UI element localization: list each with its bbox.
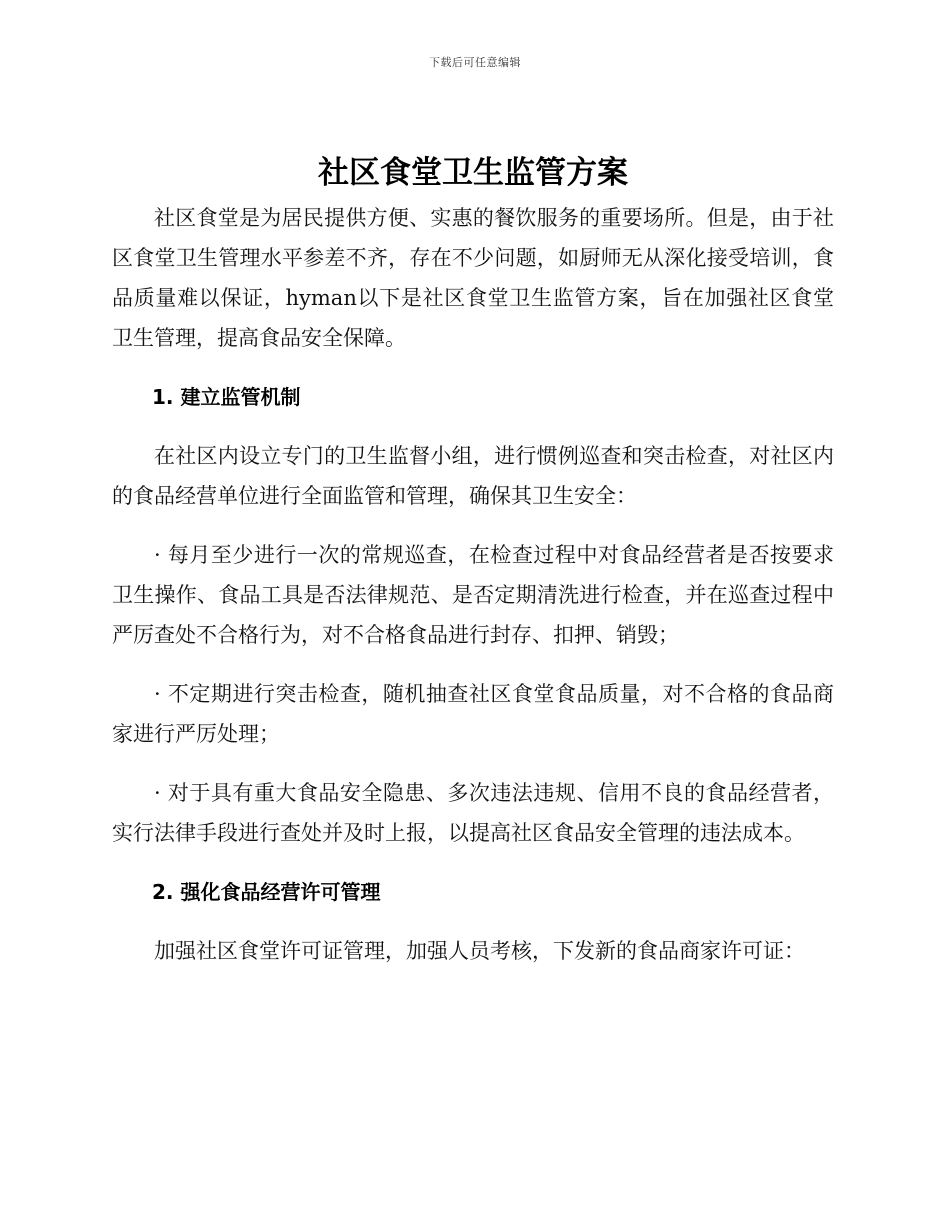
section-1-heading: 1. 建立监管机制 (152, 385, 301, 409)
document-title: 社区食堂卫生监管方案 (318, 155, 628, 191)
section-1-bullet-1: · 每月至少进行一次的常规巡查，在检查过程中对食品经营者是否按要求卫生操作、食品工具是否法律规范、是否定期清洗进行检查，并在巡查过程中严厉查处不合格行为，对不合格食品进行封存、扣押、销毁； (112, 543, 834, 647)
intro-paragraph: 社区食堂是为居民提供方便、实惠的餐饮服务的重要场所。但是，由于社区食堂卫生管理水平参差不齐，存在不少问题，如厨师无从深化接受培训，食品质量难以保证，hyman以下是社区食堂卫生监管方案，旨在加强社区食堂卫生管理，提高食品安全保障。 (112, 206, 834, 350)
section-1-bullet-3: · 对于具有重大食品安全隐患、多次违法违规、信用不良的食品经营者，实行法律手段进行查处并及时上报，以提高社区食品安全管理的违法成本。 (112, 781, 834, 845)
document-body (112, 150, 834, 990)
section-2-heading: 2. 强化食品经营许可管理 (152, 880, 381, 904)
page-header-note: 下载后可任意编辑 (429, 56, 521, 69)
section-1-bullet-2: · 不定期进行突击检查，随机抽查社区食堂食品质量，对不合格的食品商家进行严厉处理； (112, 682, 834, 746)
section-1-paragraph-1: 在社区内设立专门的卫生监督小组，进行惯例巡查和突击检查，对社区内的食品经营单位进行全面监管和管理，确保其卫生安全： (112, 444, 834, 508)
section-2-paragraph-1: 加强社区食堂许可证管理，加强人员考核，下发新的食品商家许可证： (154, 939, 805, 963)
